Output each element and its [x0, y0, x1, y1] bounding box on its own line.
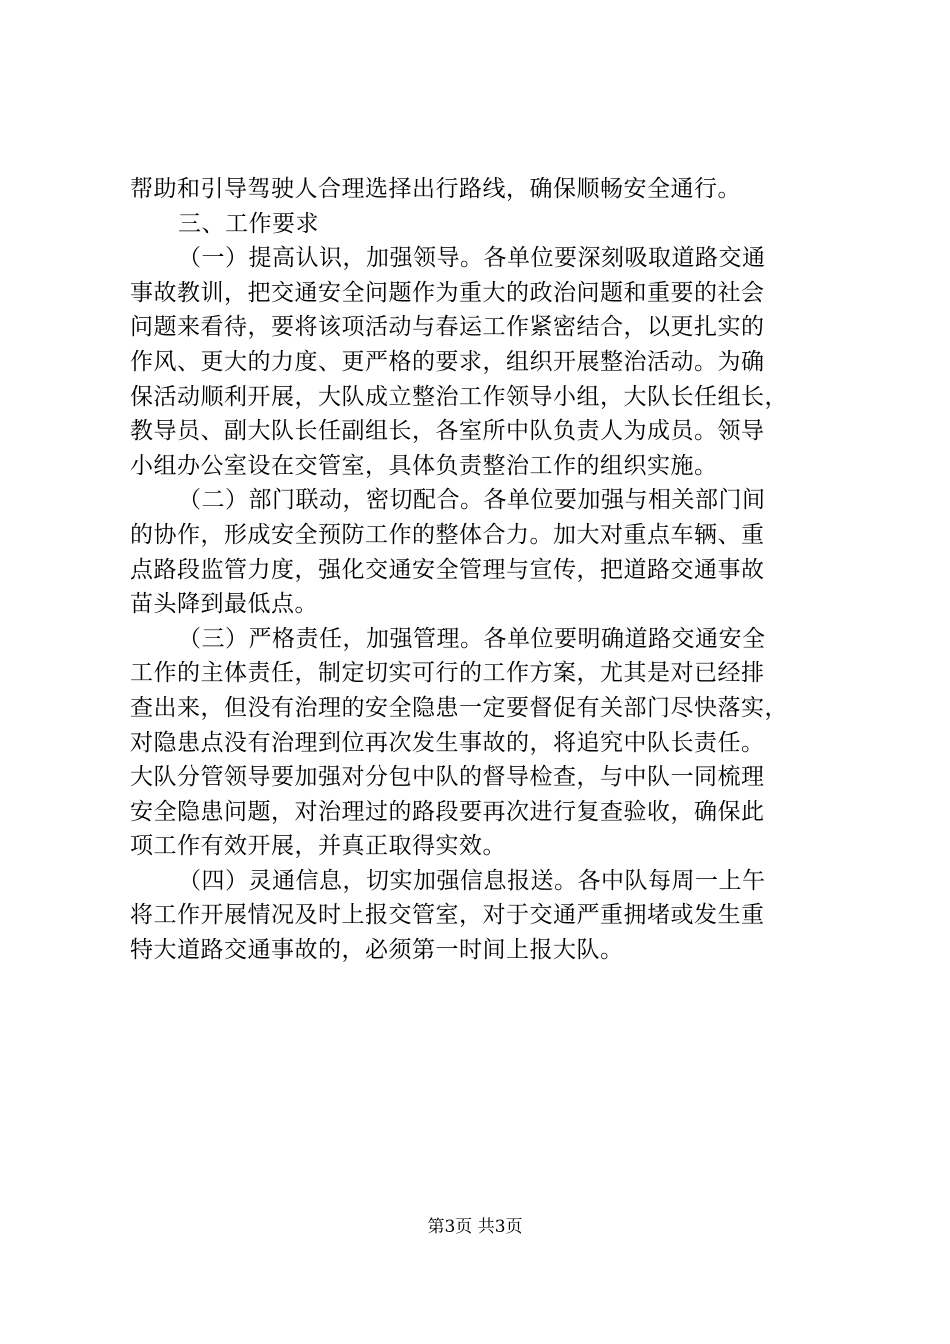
paragraph-line: 的协作，形成安全预防工作的整体合力。加大对重点车辆、重 [130, 521, 765, 548]
paragraph-line: 大队分管领导要加强对分包中队的督导检查，与中队一同梳理 [130, 764, 765, 791]
paragraph-line: 作风、更大的力度、更严格的要求，组织开展整治活动。为确 [130, 348, 765, 375]
paragraph-line: 小组办公室设在交管室，具体负责整治工作的组织实施。 [130, 452, 718, 479]
paragraph-line: 苗头降到最低点。 [130, 591, 318, 618]
paragraph-line: 工作的主体责任，制定切实可行的工作方案，尤其是对已经排 [130, 660, 765, 687]
paragraph-line: 将工作开展情况及时上报交管室，对于交通严重拥堵或发生重 [130, 902, 765, 929]
paragraph-line: 项工作有效开展，并真正取得实效。 [130, 833, 506, 860]
paragraph-line: 安全隐患问题，对治理过的路段要再次进行复查验收，确保此 [130, 798, 765, 825]
document-body [130, 172, 840, 968]
paragraph-line: 对隐患点没有治理到位再次发生事故的，将追究中队长责任。 [130, 729, 765, 756]
paragraph-line: 查出来，但没有治理的安全隐患一定要督促有关部门尽快落实， [130, 694, 788, 721]
paragraph-line: 问题来看待，要将该项活动与春运工作紧密结合，以更扎实的 [130, 314, 765, 341]
paragraph-line: 事故教训，把交通安全问题作为重大的政治问题和重要的社会 [130, 279, 765, 306]
section-heading: 三、工作要求 [178, 210, 319, 237]
page-footer [0, 1212, 950, 1237]
paragraph-line: 保活动顺利开展，大队成立整治工作领导小组，大队长任组长， [130, 383, 788, 410]
paragraph-line: 教导员、副大队长任副组长，各室所中队负责人为成员。领导 [130, 418, 765, 445]
paragraph-line: 帮助和引导驾驶人合理选择出行路线，确保顺畅安全通行。 [130, 176, 741, 202]
paragraph-line: （三）严格责任，加强管理。各单位要明确道路交通安全 [178, 625, 766, 652]
page-number-label: 第3页 共3页 [427, 1217, 523, 1237]
paragraph-line: （一）提高认识，加强领导。各单位要深刻吸取道路交通 [178, 245, 766, 272]
paragraph-line: （四）灵通信息，切实加强信息报送。各中队每周一上午 [178, 867, 766, 894]
paragraph-line: 点路段监管力度，强化交通安全管理与宣传，把道路交通事故 [130, 556, 765, 583]
paragraph-line: 特大道路交通事故的，必须第一时间上报大队。 [130, 937, 624, 964]
paragraph-line: （二）部门联动，密切配合。各单位要加强与相关部门间 [178, 487, 766, 514]
